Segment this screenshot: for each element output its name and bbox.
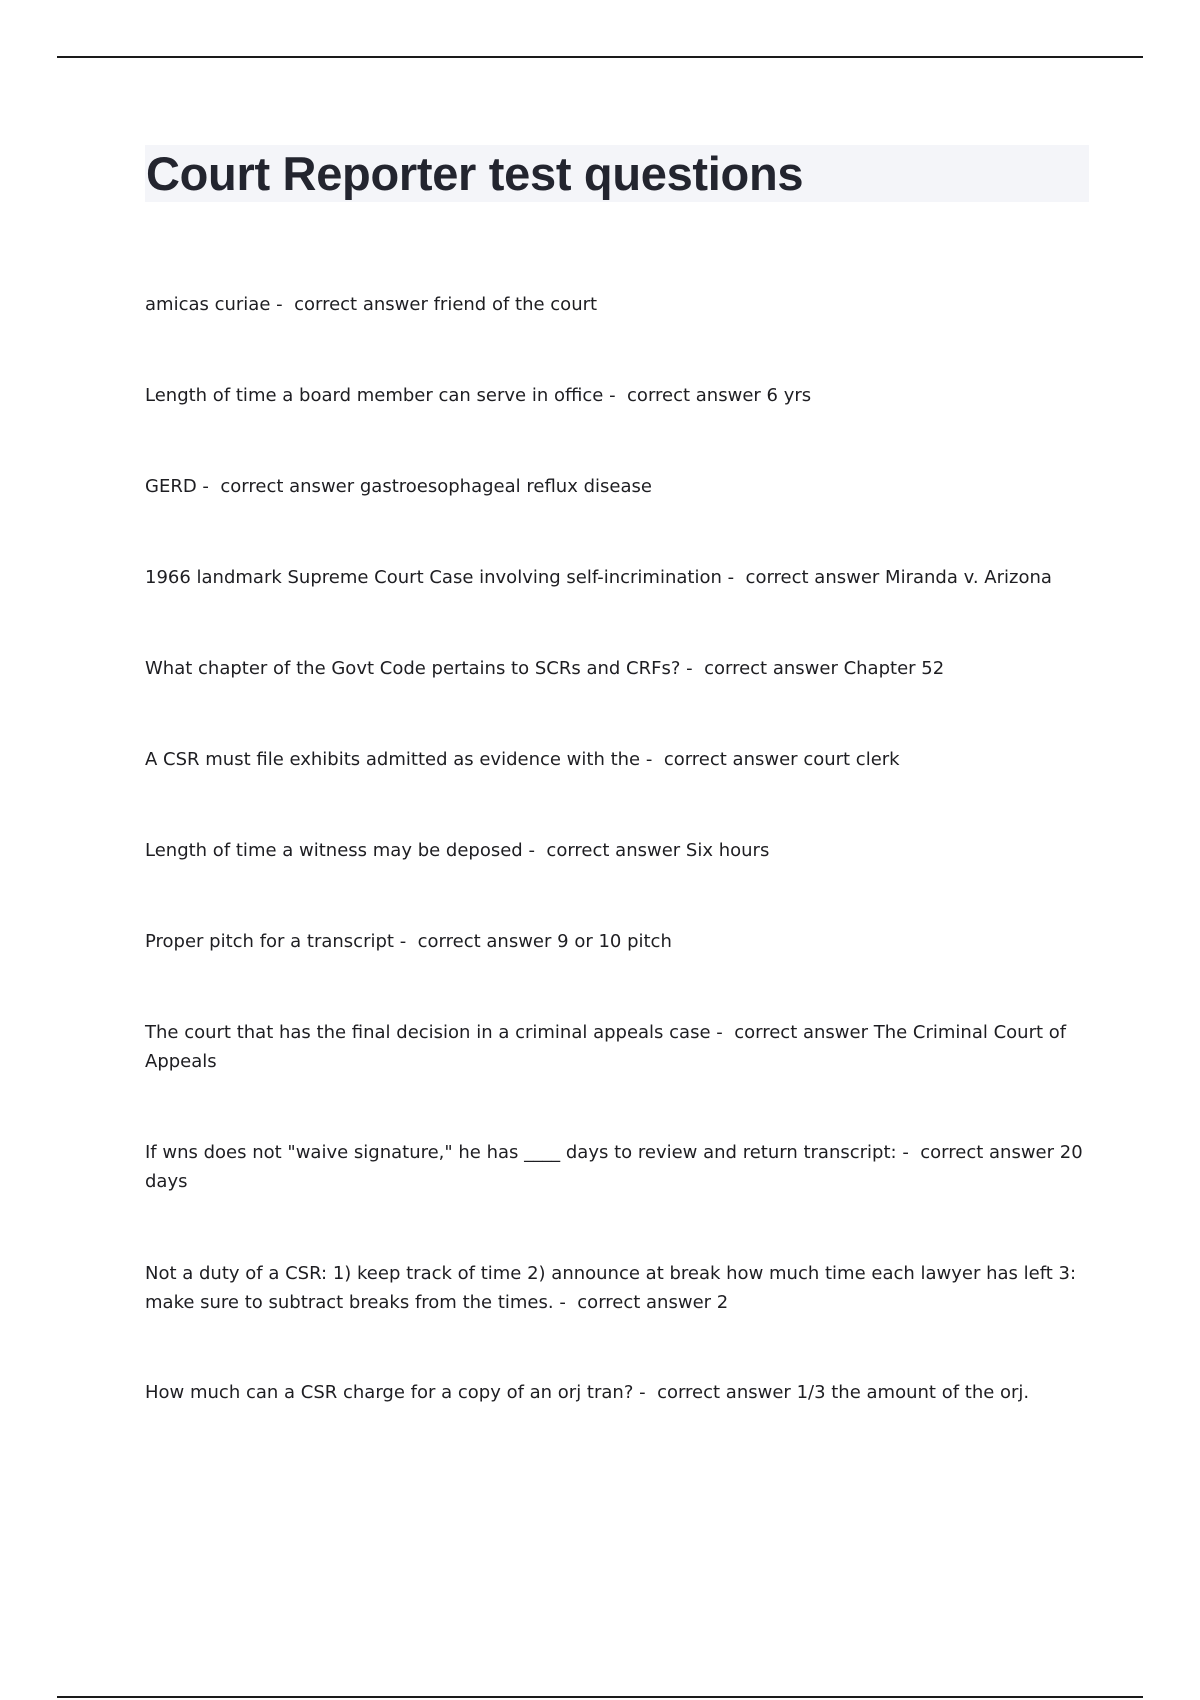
question-text: Not a duty of a CSR: 1) keep track of time 2) announce at break how much time each lawyer has left 3: make sure to subtract breaks from the times.	[145, 1263, 1077, 1313]
answer-prefix: correct answer	[663, 749, 798, 770]
page-title: Court Reporter test questions	[146, 147, 804, 200]
qa-item	[145, 927, 1090, 956]
answer-text: friend of the court	[433, 294, 598, 315]
answer-prefix: correct answer	[657, 1382, 791, 1403]
question-text: 1966 landmark Supreme Court Case involving self-incrimination	[145, 567, 722, 588]
separator: -	[633, 1382, 658, 1403]
qa-item	[145, 290, 1090, 319]
answer-text: 20 days	[145, 1142, 1083, 1192]
question-text: If wns does not "waive signature," he has ____ days to review and return transcript:	[145, 1142, 897, 1163]
separator: -	[680, 658, 705, 679]
qa-item	[145, 1018, 1090, 1076]
answer-prefix: correct answer	[220, 476, 355, 497]
answer-text: 1/3 the amount of the orj.	[796, 1382, 1030, 1403]
answer-prefix: correct answer	[745, 567, 880, 588]
qa-item	[145, 1259, 1090, 1317]
qa-item	[145, 1138, 1090, 1196]
answer-prefix: correct answer	[627, 385, 761, 406]
answer-prefix: correct answer	[704, 658, 838, 679]
answer-text: Chapter 52	[843, 658, 945, 679]
answer-text: court clerk	[803, 749, 900, 770]
bottom-rule	[57, 1696, 1143, 1698]
separator: -	[270, 294, 295, 315]
question-text: amicas curiae	[145, 294, 271, 315]
question-text: What chapter of the Govt Code pertains to SCRs and CRFs?	[145, 658, 681, 679]
separator: -	[553, 1292, 578, 1313]
separator: -	[603, 385, 628, 406]
qa-item	[145, 381, 1090, 410]
answer-text: Six hours	[685, 840, 770, 861]
answer-text: 2	[716, 1292, 729, 1313]
question-text: A CSR must file exhibits admitted as evidence with the	[145, 749, 641, 770]
answer-prefix: correct answer	[920, 1142, 1055, 1163]
qa-item	[145, 1378, 1090, 1407]
answer-text: 9 or 10 pitch	[557, 931, 672, 952]
question-text: Length of time a board member can serve in office	[145, 385, 604, 406]
question-text: How much can a CSR charge for a copy of an orj tran?	[145, 1382, 634, 1403]
answer-prefix: correct answer	[546, 840, 681, 861]
separator: -	[710, 1022, 735, 1043]
answer-text: The Criminal Court of Appeals	[145, 1022, 1067, 1072]
separator: -	[522, 840, 547, 861]
question-text: Length of time a witness may be deposed	[145, 840, 523, 861]
separator: -	[640, 749, 664, 770]
separator: -	[393, 931, 418, 952]
qa-item	[145, 472, 1090, 501]
answer-text: 6 yrs	[766, 385, 812, 406]
question-text: GERD	[145, 476, 197, 497]
question-text: Proper pitch for a transcript	[145, 931, 394, 952]
qa-item	[145, 836, 1090, 865]
qa-item	[145, 563, 1090, 592]
answer-prefix: correct answer	[734, 1022, 868, 1043]
qa-item	[145, 745, 1090, 774]
answer-prefix: correct answer	[294, 294, 428, 315]
answer-prefix: correct answer	[417, 931, 552, 952]
question-text: The court that has the final decision in a criminal appeals case	[145, 1022, 711, 1043]
qa-item	[145, 654, 1090, 683]
separator: -	[721, 567, 746, 588]
answer-prefix: correct answer	[577, 1292, 712, 1313]
answer-text: gastroesophageal reflux disease	[359, 476, 652, 497]
separator: -	[196, 476, 221, 497]
separator: -	[896, 1142, 921, 1163]
answer-text: Miranda v. Arizona	[885, 567, 1052, 588]
top-rule	[57, 56, 1143, 58]
